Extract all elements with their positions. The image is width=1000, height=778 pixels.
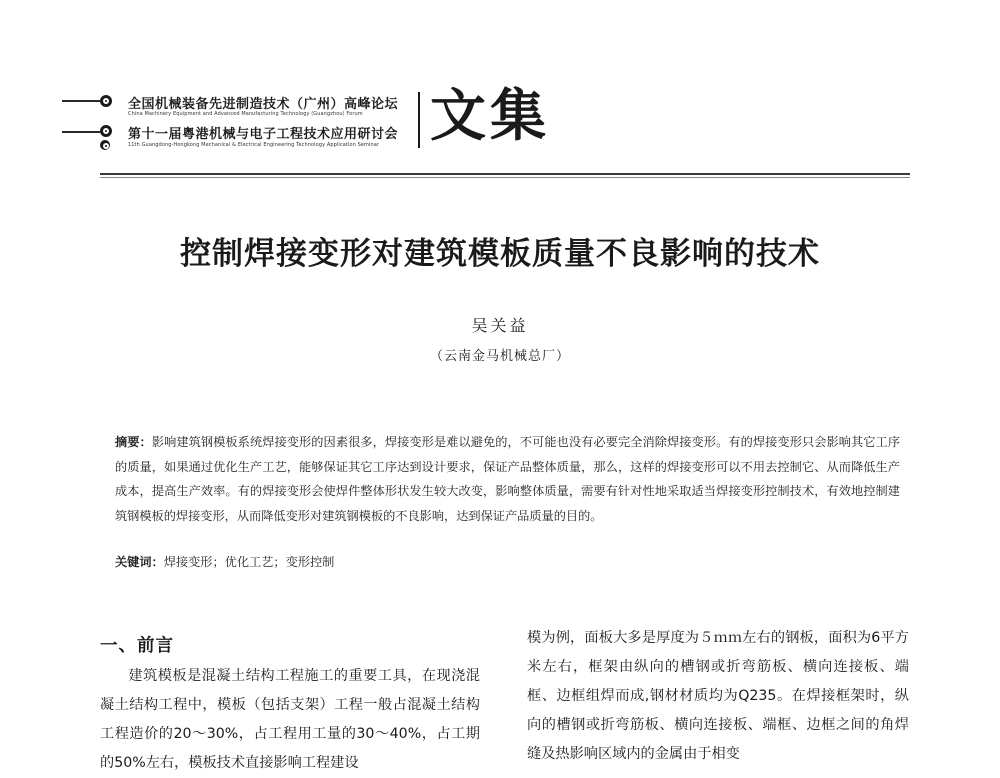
abstract-label: 摘要： xyxy=(115,435,152,449)
body-left-column: 建筑模板是混凝土结构工程施工的重要工具，在现浇混凝土结构工程中，模板（包括支架）工程一般占混凝土结构工程造价的20～30%，占工程用工量的30～40%，占工期的50%左右，模板技术直接影响工程建设 xyxy=(100,668,480,771)
header-rule-thin xyxy=(100,177,910,178)
abstract-text: 影响建筑钢模板系统焊接变形的因素很多，焊接变形是难以避免的，不可能也没有必要完全消除焊接变形。有的焊接变形只会影响其它工序的质量，如果通过优化生产工艺，能够保证其它工序达到设计要求，保证产品整体质量，那么，这样的焊接变形可以不用去控制它、从而降低生产成本，提高生产效率。有的焊接变形会使焊件整体形状发生较大改变，影响整体质量，需要有针对性地采取适当焊接变形控制技术，有效地控制建筑钢模板的焊接变形，从而降低变形对建筑钢模板的不良影响，达到保证产品质量的目的。 xyxy=(115,435,901,523)
forum-title-en-2: 11th Guangdong-Hongkong Mechanical & Electrical Engineering Technology Application Seminar xyxy=(128,142,380,148)
header-rule-1 xyxy=(62,100,100,102)
header-rule-thick xyxy=(100,173,910,175)
abstract xyxy=(115,430,900,528)
paper-affiliation: （云南金马机械总厂） xyxy=(429,349,570,364)
conference-header xyxy=(0,80,1000,160)
forum-title-en-1: China Machinery Equipment and Advanced Manufacturing Technology (Guangzhou) Forum xyxy=(128,111,363,117)
collection-title: 文集 xyxy=(430,83,550,149)
forum-title-cn-1: 全国机械装备先进制造技术（广州）高峰论坛 xyxy=(128,97,399,112)
paper-author: 吴关益 xyxy=(471,316,529,335)
header-rule-2 xyxy=(62,131,100,133)
header-bullet-icon-2 xyxy=(100,125,112,137)
header-bullet-icon-3 xyxy=(100,140,110,150)
body-right-column: 模为例，面板大多是厚度为５ｍｍ左右的钢板，面积为6平方米左右，框架由纵向的槽钢或折弯筋板、横向连接板、端框、边框组焊而成,钢材材质均为Q235。在焊接框架时，纵向的槽钢或折弯筋板、横向连接板、端框、边框之间的角焊缝及热影响区域内的金属由于相变 xyxy=(527,630,909,762)
keywords-label: 关键词： xyxy=(115,555,164,569)
section-heading: 一、前言 xyxy=(100,636,174,656)
forum-title-cn-2: 第十一届粤港机械与电子工程技术应用研讨会 xyxy=(128,127,399,142)
header-divider xyxy=(418,92,420,148)
keywords xyxy=(115,551,900,573)
keywords-text: 焊接变形；优化工艺；变形控制 xyxy=(163,555,335,569)
header-bullet-icon-1 xyxy=(100,95,112,107)
paper-title: 控制焊接变形对建筑模板质量不良影响的技术 xyxy=(180,236,820,272)
